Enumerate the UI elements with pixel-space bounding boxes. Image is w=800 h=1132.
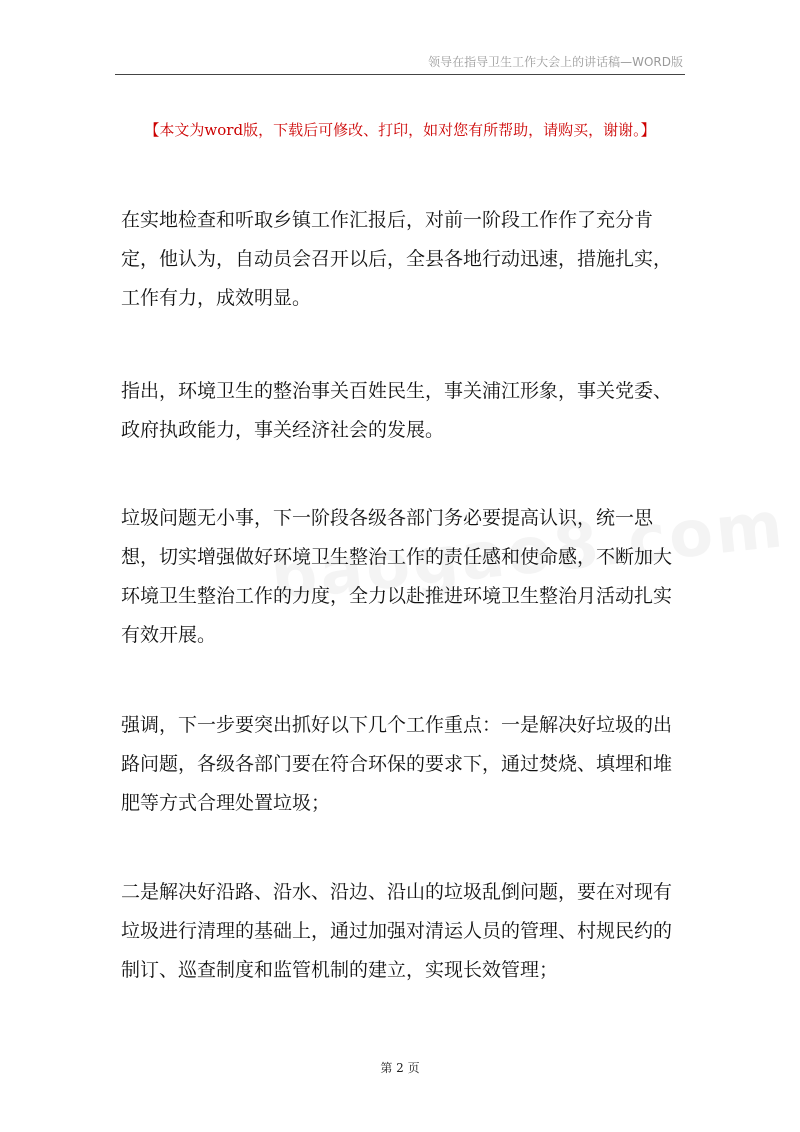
- body-paragraph: 垃圾问题无小事，下一阶段各级各部门务必要提高认识，统一思想，切实增强做好环境卫生整治工作的责任感和使命感，不断加大环境卫生整治工作的力度，全力以赴推进环境卫生整治月活动扎实有效开展。: [121, 507, 673, 646]
- body-paragraph: 强调，下一步要突出抓好以下几个工作重点：一是解决好垃圾的出路问题，各级各部门要在符合环保的要求下，通过焚烧、填埋和堆肥等方式合理处置垃圾；: [121, 714, 673, 814]
- body-paragraph: 指出，环境卫生的整治事关百姓民生，事关浦江形象，事关党委、政府执政能力，事关经济社会的发展。: [121, 380, 673, 441]
- body-paragraph: 在实地检查和听取乡镇工作汇报后，对前一阶段工作作了充分肯定，他认为，自动员会召开以后，全县各地行动迅速，措施扎实，工作有力，成效明显。: [121, 209, 673, 309]
- running-header: 领导在指导卫生工作大会上的讲话稿—WORD版: [428, 55, 683, 69]
- page-number: 第 2 页: [380, 1061, 420, 1075]
- header-divider: [115, 74, 685, 75]
- body-paragraph: 二是解决好沿路、沿水、沿边、沿山的垃圾乱倒问题，要在对现有垃圾进行清理的基础上，通过加强对清运人员的管理、村规民约的制订、巡查制度和监管机制的建立，实现长效管理；: [121, 881, 673, 981]
- word-version-notice: 【本文为word版，下载后可修改、打印，如对您有所帮助，请购买，谢谢。】: [144, 121, 656, 139]
